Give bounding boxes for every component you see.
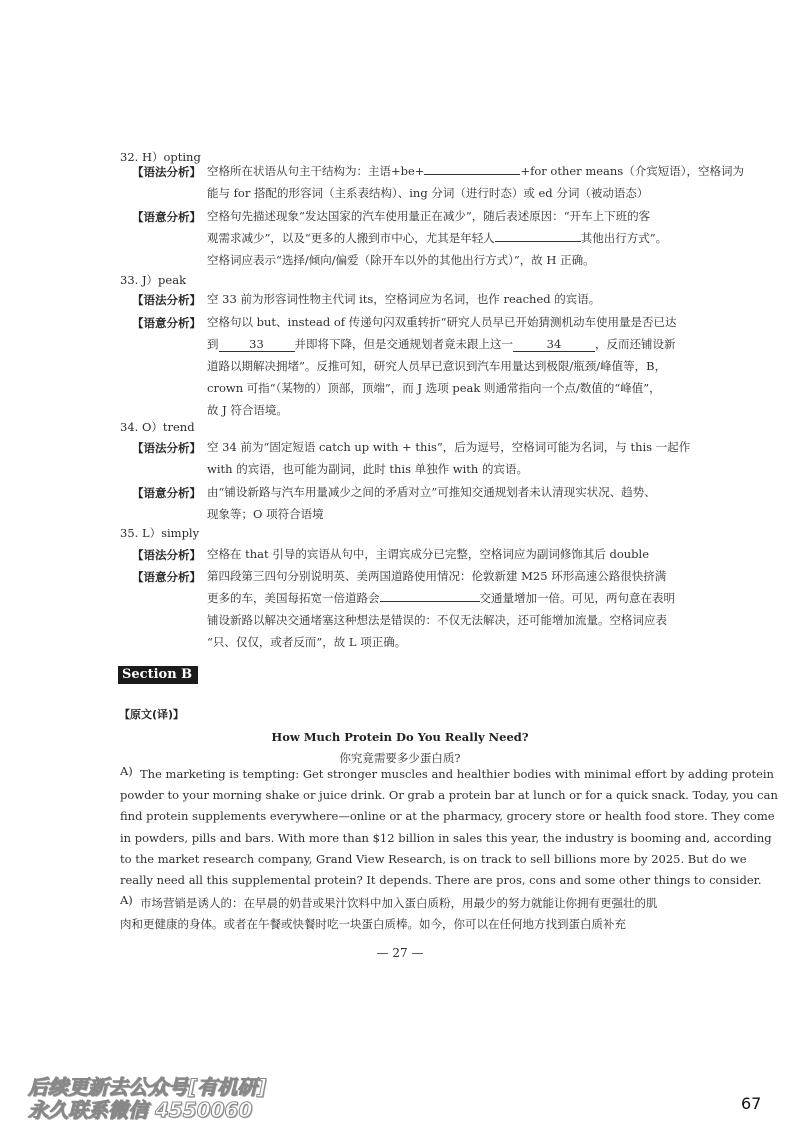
meaning-analysis-tag: 【语意分析】 <box>132 316 201 330</box>
grammar-analysis-tag: 【语法分析】 <box>132 548 201 562</box>
text-segment: 空格词应表示“选择/倾向/偏爱（除开车以外的其他出行方式）”，故 H 正确。 <box>207 253 595 267</box>
meaning-line <box>207 227 687 249</box>
grammar-line <box>207 160 744 182</box>
paragraph-line: powder to your morning shake or juice drink. Or grab a protein bar at lunch or for a quick snack. Today, you can <box>120 788 778 803</box>
text-segment: 空 33 前为形容词性物主代词 its，空格词应为名词，也作 reached 的宾语。 <box>207 292 601 306</box>
meaning-analysis-text <box>207 205 687 271</box>
watermark-stamp <box>28 1076 266 1122</box>
answer-item-heading: 34. O）trend <box>120 420 195 434</box>
meaning-analysis-tag: 【语意分析】 <box>132 570 201 584</box>
article-title-en: How Much Protein Do You Really Need? <box>271 730 529 744</box>
grammar-analysis-tag: 【语法分析】 <box>132 165 201 179</box>
paragraph-label: A) <box>120 764 133 778</box>
text-segment: 空格句先描述现象“发达国家的汽车使用量正在减少”，随后表述原因：“开车上下班的客 <box>207 209 651 223</box>
text-segment: 故 J 符合语境。 <box>207 403 288 417</box>
text-segment: 更多的车，美国每拓宽一倍道路会 <box>207 591 380 605</box>
meaning-line <box>207 565 687 587</box>
original-text-tag: 【原文(译)】 <box>119 708 185 721</box>
meaning-line <box>207 205 687 227</box>
text-segment: ，反而还铺设新 <box>595 337 676 351</box>
grammar-analysis-text <box>207 288 687 310</box>
meaning-analysis-tag: 【语意分析】 <box>132 486 201 500</box>
paragraph-line: to the market research company, Grand View Research, is on track to sell billions more by 2025. But do we <box>120 851 747 866</box>
answer-blank: 34 <box>513 337 595 352</box>
answer-blank <box>495 227 581 242</box>
meaning-analysis-text <box>207 311 687 421</box>
paragraph-line: 市场营销是诱人的：在早晨的奶昔或果汁饮料中加入蛋白质粉，用最少的努力就能让你拥有更强壮的肌 <box>140 896 658 910</box>
grammar-analysis-tag: 【语法分析】 <box>132 441 201 455</box>
meaning-line <box>207 631 687 653</box>
paragraph-line: really need all this supplemental protein? It depends. There are pros, cons and some other things to consider. <box>120 872 762 887</box>
grammar-line <box>207 182 687 204</box>
text-segment: 其他出行方式”。 <box>580 231 668 245</box>
text-segment: 空格句以 but、instead of 传递句闪双重转折“研究人员早已开始猜测机动车使用量是否已达 <box>207 315 677 329</box>
text-segment: 能与 for 搭配的形容词（主系表结构）、ing 分词（进行时态）或 ed 分词（被动语态） <box>207 186 649 200</box>
grammar-analysis-text <box>207 160 744 204</box>
meaning-line <box>207 503 687 525</box>
text-segment: crown 可指“（某物的）顶部，顶端”，而 J 选项 peak 则通常指向一个点/数值的“峰值”， <box>207 381 661 395</box>
meaning-line <box>207 333 687 355</box>
text-segment: 空 34 前为“固定短语 catch up with + this”，后为逗号，空格词可能为名词，与 this 一起作 <box>207 440 691 454</box>
text-segment: 第四段第三四句分别说明英、美两国道路使用情况：伦敦新建 M25 环形高速公路很快挤满 <box>207 569 667 583</box>
answer-item-heading: 32. H）opting <box>120 150 201 164</box>
meaning-line <box>207 355 687 377</box>
grammar-line <box>207 543 687 565</box>
scan-page-number: 67 <box>741 1094 762 1113</box>
grammar-line <box>207 458 687 480</box>
paragraph-text <box>120 893 688 935</box>
section-b-heading: Section B <box>118 666 198 684</box>
paragraph-line: The marketing is tempting: Get stronger muscles and healthier bodies with minimal effort by adding protein <box>140 767 774 781</box>
answer-blank <box>380 587 480 602</box>
watermark-line-2: 永久联系微信 4550060 <box>28 1098 253 1122</box>
grammar-analysis-text <box>207 436 691 480</box>
grammar-analysis-tag: 【语法分析】 <box>132 293 201 307</box>
text-segment: 空格所在状语从句主干结构为：主语+be+ <box>207 164 425 178</box>
page-number: — 27 — <box>376 946 424 960</box>
text-segment: “只、仅仅，或者反而”，故 L 项正确。 <box>207 635 407 649</box>
watermark-line-1: 后续更新去公众号[有机研] <box>28 1075 267 1099</box>
paragraph-line: 肉和更健康的身体。或者在午餐或快餐时吃一块蛋白质棒。如今，你可以在任何地方找到蛋白质补充 <box>120 917 626 932</box>
meaning-analysis-tag: 【语意分析】 <box>132 210 201 224</box>
answer-item-heading: 33. J）peak <box>120 273 187 287</box>
text-segment: with 的宾语，也可能为副词，此时 this 单独作 with 的宾语。 <box>207 462 528 476</box>
grammar-line <box>207 288 687 310</box>
meaning-analysis-text <box>207 565 687 653</box>
paragraph-line: find protein supplements everywhere—online or at the pharmacy, grocery store or health food store. They come <box>120 809 775 824</box>
text-segment: 道路以期解决拥堵”。反推可知，研究人员早已意识到汽车用量达到极限/瓶颈/峰值等，B， <box>207 359 667 373</box>
paragraph-label: A) <box>120 893 133 907</box>
meaning-line <box>207 311 687 333</box>
text-segment: 观需求减少”，以及“更多的人搬到市中心，尤其是年轻人 <box>207 231 495 245</box>
answer-blank: 33 <box>219 337 295 352</box>
meaning-line <box>207 249 687 271</box>
answer-blank <box>424 160 520 175</box>
paragraph-text <box>120 764 778 891</box>
text-segment: 到 <box>207 337 219 351</box>
meaning-line <box>207 587 687 609</box>
grammar-line <box>207 436 691 458</box>
article-title-cn: 你究竟需要多少蛋白质? <box>339 751 461 765</box>
answer-item-heading: 35. L）simply <box>120 526 200 540</box>
text-segment: 现象等；O 项符合语境 <box>207 507 324 521</box>
meaning-line <box>207 399 687 421</box>
meaning-analysis-text <box>207 481 687 525</box>
paragraph-line: in powders, pills and bars. With more than $12 billion in sales this year, the industry is booming and, according <box>120 830 772 845</box>
text-segment: 交通量增加一倍。可见，两句意在表明 <box>479 591 675 605</box>
grammar-analysis-text <box>207 543 687 565</box>
text-segment: +for other means（介宾短语），空格词为 <box>520 164 744 178</box>
text-segment: 并即将下降，但是交通规划者竟未跟上这一 <box>294 337 513 351</box>
text-segment: 铺设新路以解决交通堵塞这种想法是错误的：不仅无法解决，还可能增加流量。空格词应表 <box>207 613 667 627</box>
text-segment: 空格在 that 引导的宾语从句中，主谓宾成分已完整，空格词应为副词修饰其后 double <box>207 547 650 561</box>
meaning-line <box>207 377 687 399</box>
meaning-line <box>207 481 687 503</box>
text-segment: 由“铺设新路与汽车用量减少之间的矛盾对立”可推知交通规划者未认清现实状况、趋势、 <box>207 485 656 499</box>
meaning-line <box>207 609 687 631</box>
